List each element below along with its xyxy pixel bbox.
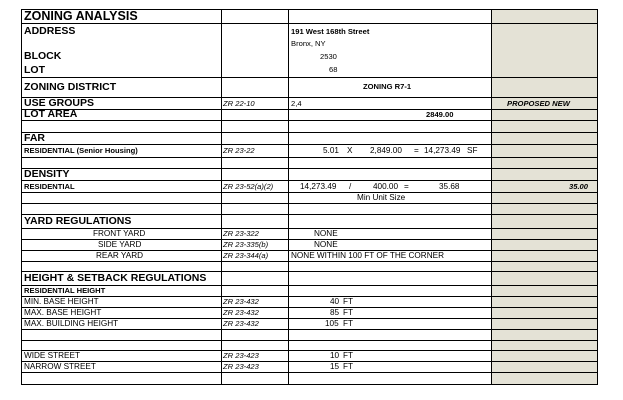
far-ref: ZR 23-22 bbox=[223, 146, 255, 155]
density-header: DENSITY bbox=[24, 168, 70, 180]
max-building-height-label: MAX. BUILDING HEIGHT bbox=[24, 319, 119, 328]
narrow-street-unit: FT bbox=[343, 362, 354, 371]
block-value: 2530 bbox=[320, 52, 337, 61]
far-operator-equals: = bbox=[414, 146, 419, 155]
zoning-district-label: ZONING DISTRICT bbox=[24, 81, 117, 93]
max-building-height-value: 105 bbox=[325, 319, 339, 328]
height-setback-header: HEIGHT & SETBACK REGULATIONS bbox=[24, 272, 207, 284]
yard-regulations-header: YARD REGULATIONS bbox=[24, 215, 132, 227]
max-base-height-unit: FT bbox=[343, 308, 354, 317]
density-row-label: RESIDENTIAL bbox=[24, 182, 75, 191]
narrow-street-label: NARROW STREET bbox=[24, 362, 96, 371]
density-note: Min Unit Size bbox=[357, 193, 406, 202]
density-operator-divide: / bbox=[349, 182, 352, 191]
front-yard-value: NONE bbox=[314, 229, 338, 238]
wide-street-label: WIDE STREET bbox=[24, 351, 80, 360]
side-yard-ref: ZR 23-335(b) bbox=[223, 240, 269, 249]
wide-street-unit: FT bbox=[343, 351, 354, 360]
page-title: ZONING ANALYSIS bbox=[24, 9, 138, 23]
side-yard-value: NONE bbox=[314, 240, 338, 249]
rear-yard-value: NONE WITHIN 100 FT OF THE CORNER bbox=[291, 251, 444, 260]
far-value: 5.01 bbox=[323, 146, 339, 155]
lot-area-label: LOT AREA bbox=[24, 108, 78, 120]
max-base-height-label: MAX. BASE HEIGHT bbox=[24, 308, 102, 317]
max-building-height-unit: FT bbox=[343, 319, 354, 328]
wide-street-value: 10 bbox=[330, 351, 340, 360]
far-operator-multiply: X bbox=[347, 146, 353, 155]
side-yard-label: SIDE YARD bbox=[98, 240, 142, 249]
max-base-height-value: 85 bbox=[330, 308, 340, 317]
min-base-height-unit: FT bbox=[343, 297, 354, 306]
address-label: ADDRESS bbox=[24, 25, 76, 37]
block-label: BLOCK bbox=[24, 50, 62, 62]
density-ref: ZR 23-52(a)(2) bbox=[223, 182, 274, 191]
front-yard-ref: ZR 23-322 bbox=[223, 229, 259, 238]
far-lot-area: 2,849.00 bbox=[370, 146, 402, 155]
min-base-height-label: MIN. BASE HEIGHT bbox=[24, 297, 99, 306]
rear-yard-label: REAR YARD bbox=[96, 251, 144, 260]
use-groups-value: 2,4 bbox=[291, 99, 302, 108]
narrow-street-ref: ZR 23-423 bbox=[223, 362, 259, 371]
max-base-height-ref: ZR 23-432 bbox=[223, 308, 259, 317]
max-building-height-ref: ZR 23-432 bbox=[223, 319, 259, 328]
rear-yard-ref: ZR 23-344(a) bbox=[223, 251, 269, 260]
density-operator-equals: = bbox=[404, 182, 409, 191]
table-frame bbox=[21, 9, 598, 385]
density-divisor: 400.00 bbox=[373, 182, 399, 191]
lot-label: LOT bbox=[24, 64, 45, 76]
use-groups-label: USE GROUPS bbox=[24, 97, 95, 109]
zoning-district-value: ZONING R7-1 bbox=[363, 82, 412, 91]
min-base-height-ref: ZR 23-432 bbox=[223, 297, 259, 306]
far-result: 14,273.49 bbox=[424, 146, 461, 155]
density-floor-area: 14,273.49 bbox=[300, 182, 337, 191]
residential-height-subheader: RESIDENTIAL HEIGHT bbox=[24, 286, 106, 295]
use-groups-ref: ZR 22-10 bbox=[223, 99, 255, 108]
min-base-height-value: 40 bbox=[330, 297, 340, 306]
narrow-street-value: 15 bbox=[330, 362, 340, 371]
proposed-new-header: PROPOSED NEW bbox=[507, 99, 570, 108]
wide-street-ref: ZR 23-423 bbox=[223, 351, 259, 360]
lot-area-value: 2849.00 bbox=[426, 110, 454, 119]
far-unit: SF bbox=[467, 146, 478, 155]
lot-value: 68 bbox=[329, 65, 338, 74]
far-row-label: RESIDENTIAL (Senior Housing) bbox=[24, 146, 138, 155]
address-line-2: Bronx, NY bbox=[291, 39, 326, 48]
far-header: FAR bbox=[24, 132, 45, 144]
density-result: 35.68 bbox=[439, 182, 460, 191]
density-proposed: 35.00 bbox=[569, 182, 589, 191]
address-line-1: 191 West 168th Street bbox=[291, 27, 370, 36]
front-yard-label: FRONT YARD bbox=[93, 229, 146, 238]
